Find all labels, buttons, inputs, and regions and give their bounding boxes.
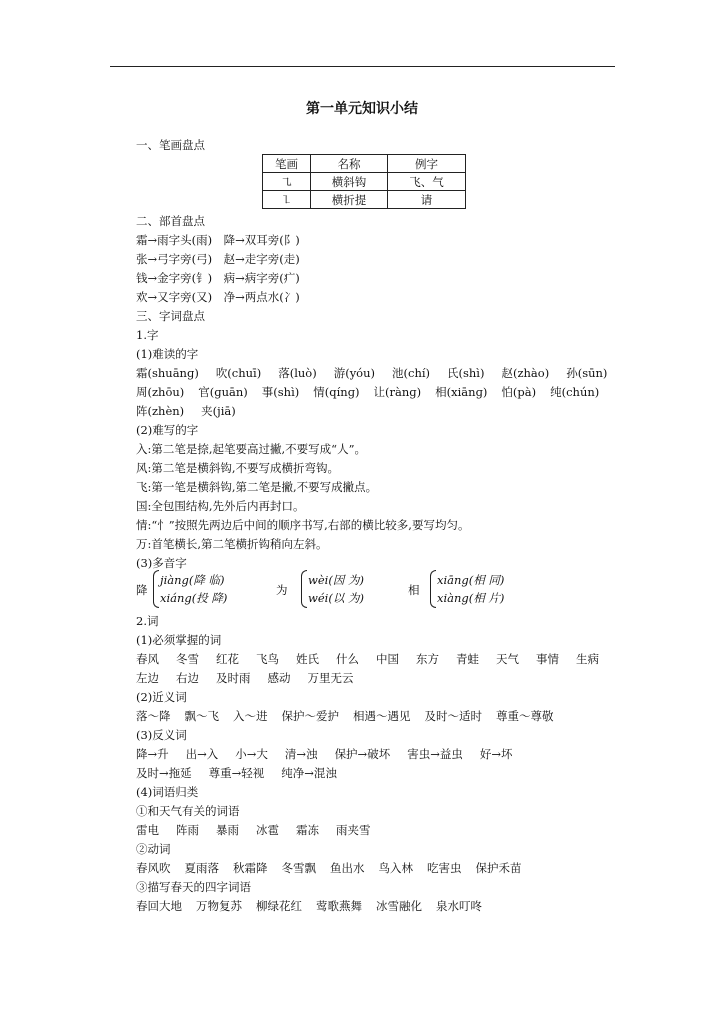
word: 姓氏: [296, 652, 319, 666]
write-note: 入:第二笔是捺,起笔要高过撇,不要写成“人”。: [136, 442, 366, 456]
pinyin-item: 情(qínɡ): [313, 385, 360, 399]
synonyms-heading: (2)近义词: [136, 690, 187, 704]
stroke-name: 横折提: [311, 191, 388, 209]
reading: xiāng(相 同): [437, 573, 505, 587]
synonym-pair: 飘～飞: [184, 709, 219, 723]
radical-line: 钱→金字旁(钅) 病→病字旁(疒): [136, 271, 300, 285]
pinyin-item: 周(zhōu): [136, 385, 185, 399]
table-row: [263, 191, 466, 209]
table-header-row: [263, 155, 466, 173]
pinyin-item: 事(shì): [261, 385, 300, 399]
radical-line: 张→弓字旁(弓) 赵→走字旁(走): [136, 252, 300, 266]
pinyin-item: 孙(sūn): [566, 366, 608, 380]
antonym-pair: 降→升: [136, 747, 169, 761]
radical-line: 霜→雨字头(雨) 降→双耳旁(阝): [136, 233, 300, 247]
antonym-pair: 保护→破坏: [334, 747, 391, 761]
pinyin-item: 让(rànɡ): [373, 385, 422, 399]
word: 冬雪: [176, 652, 199, 666]
word: 万物复苏: [196, 899, 242, 913]
pinyin-item: 游(yóu): [333, 366, 376, 380]
word: 保护禾苗: [475, 861, 522, 875]
word: 万里无云: [307, 671, 354, 685]
spring-row: [136, 899, 496, 914]
word: 天气: [496, 652, 519, 666]
pinyin-item: 夹(jiā): [201, 404, 236, 418]
word: 暴雨: [216, 823, 239, 837]
radical-line: 欢→又字旁(又) 净→两点水(冫): [136, 290, 300, 304]
polyphonic-char: 相: [408, 583, 420, 597]
word: 冰雪融化: [376, 899, 422, 913]
word: 什么: [336, 652, 359, 666]
synonym-pair: 相遇～遇见: [353, 709, 411, 723]
stroke-name: 横斜钩: [311, 173, 388, 191]
synonym-pair: 及时～适时: [424, 709, 482, 723]
polyphonic-char: 为: [276, 583, 288, 597]
pinyin-item: 阵(zhèn): [136, 404, 185, 418]
word: 冰雹: [256, 823, 279, 837]
word: 感动: [267, 671, 291, 685]
antonym-pair: 出→入: [185, 747, 219, 761]
pinyin-item: 吹(chuī): [215, 366, 262, 380]
word: 春风: [136, 652, 159, 666]
table-header: 名称: [311, 155, 388, 173]
stroke-example: 请: [388, 191, 466, 209]
pinyin-item: 官(ɡuān): [198, 385, 248, 399]
word: 东方: [416, 652, 439, 666]
word: 雨夹雪: [336, 823, 371, 837]
pinyin-item: 氏(shì): [447, 366, 485, 380]
pinyin-item: 池(chí): [392, 366, 431, 380]
reading: xiàng(相 片): [437, 591, 505, 605]
write-note: 情:“忄”按照先两边后中间的顺序书写,右部的横比较多,要写均匀。: [136, 518, 470, 532]
pinyin-item: 霜(shuānɡ): [136, 366, 199, 380]
write-note: 风:第二笔是横斜钩,不要写成横折弯钩。: [136, 461, 340, 475]
must-words-row-1: [136, 652, 616, 667]
must-words-heading: (1)必须掌握的词: [136, 633, 222, 647]
must-words-row-2: [136, 671, 371, 686]
word: 红花: [216, 652, 239, 666]
classify-heading: (4)词语归类: [136, 785, 199, 799]
polyphonic-char: 降: [136, 583, 148, 597]
page-title: 第一单元知识小结: [306, 101, 418, 117]
word: 青蛙: [456, 652, 479, 666]
stroke-table: [262, 154, 466, 209]
pinyin-row-3: [136, 404, 253, 419]
brace-icon: [430, 570, 436, 608]
word: 秋霜降: [233, 861, 268, 875]
reading: xiáng(投 降): [160, 591, 228, 605]
antonym-pair: 纯净→混浊: [281, 766, 337, 780]
pinyin-item: 纯(chún): [550, 385, 600, 399]
word: 及时雨: [216, 671, 251, 685]
write-note: 飞:第一笔是横斜钩,第二笔是撇,不要写成撇点。: [136, 480, 378, 494]
word: 生病: [576, 652, 599, 666]
top-rule: [110, 66, 615, 67]
antonym-pair: 及时→拖延: [136, 766, 192, 780]
weather-row: [136, 823, 388, 838]
stroke-glyph: ㇈: [263, 173, 311, 191]
word: 冬雪飘: [281, 861, 316, 875]
synonym-pair: 入～进: [233, 709, 268, 723]
word: 中国: [376, 652, 399, 666]
synonyms-row: [136, 709, 568, 724]
pinyin-row-2: [136, 385, 613, 400]
section-3-heading: 三、字词盘点: [136, 309, 205, 323]
word: 霜冻: [296, 823, 319, 837]
weather-heading: ①和天气有关的词语: [136, 804, 240, 818]
antonym-pair: 小→大: [235, 747, 268, 761]
antonym-pair: 清→浊: [284, 747, 318, 761]
antonyms-row-2: [136, 766, 354, 781]
stroke-glyph: ㇅: [263, 191, 311, 209]
section-2-heading: 二、部首盘点: [136, 214, 205, 228]
pinyin-item: 相(xiānɡ): [435, 385, 488, 399]
verbs-row: [136, 861, 536, 876]
reading: wéi(以 为): [308, 591, 364, 605]
stroke-example: 飞、气: [388, 173, 466, 191]
pinyin-item: 怕(pà): [501, 385, 537, 399]
antonyms-row-1: [136, 747, 529, 762]
word: 飞鸟: [256, 652, 279, 666]
write-note: 万:首笔横长,第二笔横折钩稍向左斜。: [136, 537, 328, 551]
synonym-pair: 落～降: [136, 709, 171, 723]
word: 阵雨: [176, 823, 199, 837]
spring-heading: ③描写春天的四字词语: [136, 880, 251, 894]
word: 雷电: [136, 823, 159, 837]
brace-icon: [301, 570, 307, 608]
difficult-write-heading: (2)难写的字: [136, 423, 199, 437]
write-note: 国:全包围结构,先外后内再封口。: [136, 499, 305, 513]
word: 柳绿花红: [256, 899, 302, 913]
word: 右边: [176, 671, 199, 685]
pinyin-item: 落(luò): [278, 366, 317, 380]
word: 春风吹: [136, 861, 171, 875]
word: 左边: [136, 671, 159, 685]
antonyms-heading: (3)反义词: [136, 728, 187, 742]
subsection-words: 2.词: [136, 614, 159, 628]
word: 莺歌燕舞: [316, 899, 362, 913]
word: 吃害虫: [427, 861, 462, 875]
table-header: 例字: [388, 155, 466, 173]
synonym-pair: 保护～爱护: [281, 709, 339, 723]
polyphonic-heading: (3)多音字: [136, 556, 187, 570]
pinyin-row-1: [136, 366, 624, 381]
word: 鱼出水: [330, 861, 365, 875]
reading: jiàng(降 临): [160, 573, 225, 587]
reading: wèi(因 为): [308, 573, 364, 587]
antonym-pair: 好→坏: [479, 747, 513, 761]
word: 泉水叮咚: [436, 899, 482, 913]
pinyin-item: 赵(zhào): [501, 366, 550, 380]
table-header: 笔画: [263, 155, 311, 173]
antonym-pair: 害虫→益虫: [407, 747, 463, 761]
synonym-pair: 尊重～尊敬: [496, 709, 554, 723]
brace-icon: [153, 570, 159, 608]
word: 事情: [536, 652, 559, 666]
word: 鸟入林: [378, 861, 413, 875]
difficult-read-heading: (1)难读的字: [136, 347, 199, 361]
word: 春回大地: [136, 899, 182, 913]
table-row: [263, 173, 466, 191]
antonym-pair: 尊重→轻视: [208, 766, 265, 780]
section-1-heading: 一、笔画盘点: [136, 138, 205, 152]
word: 夏雨落: [184, 861, 219, 875]
subsection-chars: 1.字: [136, 328, 159, 342]
verbs-heading: ②动词: [136, 842, 171, 856]
